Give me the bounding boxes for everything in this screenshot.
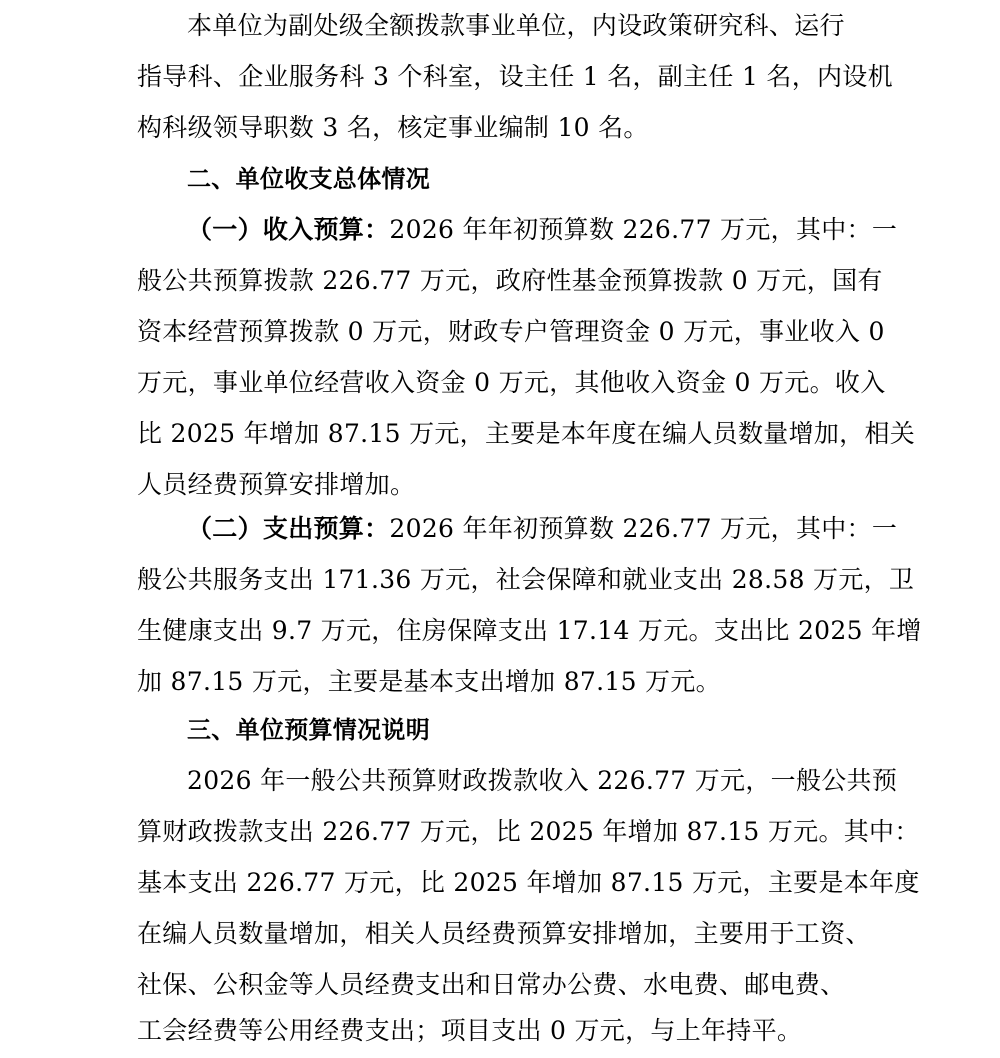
expense-line-3: 生健康支出 9.7 万元，住房保障支出 17.14 万元。支出比 2025 年增 — [137, 616, 922, 645]
budget-line-2: 算财政拨款支出 226.77 万元，比 2025 年增加 87.15 万元。其中： — [137, 817, 920, 846]
expense-label: （二）支出预算： — [187, 514, 390, 543]
income-line-1 — [0, 204, 1000, 256]
expense-line-4: 加 87.15 万元，主要是基本支出增加 87.15 万元。 — [137, 667, 721, 696]
intro-line-2: 指导科、企业服务科 3 个科室，设主任 1 名，副主任 1 名，内设机 — [137, 62, 893, 91]
income-label: （一）收入预算： — [187, 215, 390, 244]
income-line-4: 万元，事业单位经营收入资金 0 万元，其他收入资金 0 万元。收入 — [137, 368, 886, 397]
intro-line-3: 构科级领导职数 3 名，核定事业编制 10 名。 — [137, 113, 649, 142]
budget-line-4: 在编人员数量增加，相关人员经费预算安排增加，主要用于工资、 — [137, 919, 871, 948]
expense-line-1 — [0, 503, 1000, 555]
income-line-6: 人员经费预算安排增加。 — [137, 470, 416, 499]
section-heading-3: 三、单位预算情况说明 — [187, 716, 430, 744]
budget-line-6: 工会经费等公用经费支出；项目支出 0 万元，与上年持平。 — [137, 1016, 803, 1045]
income-text-1: 2026 年年初预算数 226.77 万元，其中：一 — [389, 215, 898, 244]
intro-line-1: 本单位为副处级全额拨款事业单位，内设政策研究科、运行 — [187, 11, 845, 40]
income-line-2: 般公共预算拨款 226.77 万元，政府性基金预算拨款 0 万元，国有 — [137, 266, 883, 295]
income-line-5: 比 2025 年增加 87.15 万元，主要是本年度在编人员数量增加，相关 — [137, 419, 916, 448]
expense-line-2: 般公共服务支出 171.36 万元，社会保障和就业支出 28.58 万元，卫 — [137, 565, 915, 594]
section-heading-2: 二、单位收支总体情况 — [187, 165, 430, 193]
budget-line-1: 2026 年一般公共预算财政拨款收入 226.77 万元，一般公共预 — [187, 766, 898, 795]
income-line-3: 资本经营预算拨款 0 万元，财政专户管理资金 0 万元，事业收入 0 — [137, 317, 885, 346]
expense-text-1: 2026 年年初预算数 226.77 万元，其中：一 — [389, 514, 898, 543]
budget-line-5: 社保、公积金等人员经费支出和日常办公费、水电费、邮电费、 — [137, 970, 846, 999]
budget-line-3: 基本支出 226.77 万元，比 2025 年增加 87.15 万元，主要是本年度 — [137, 868, 920, 897]
